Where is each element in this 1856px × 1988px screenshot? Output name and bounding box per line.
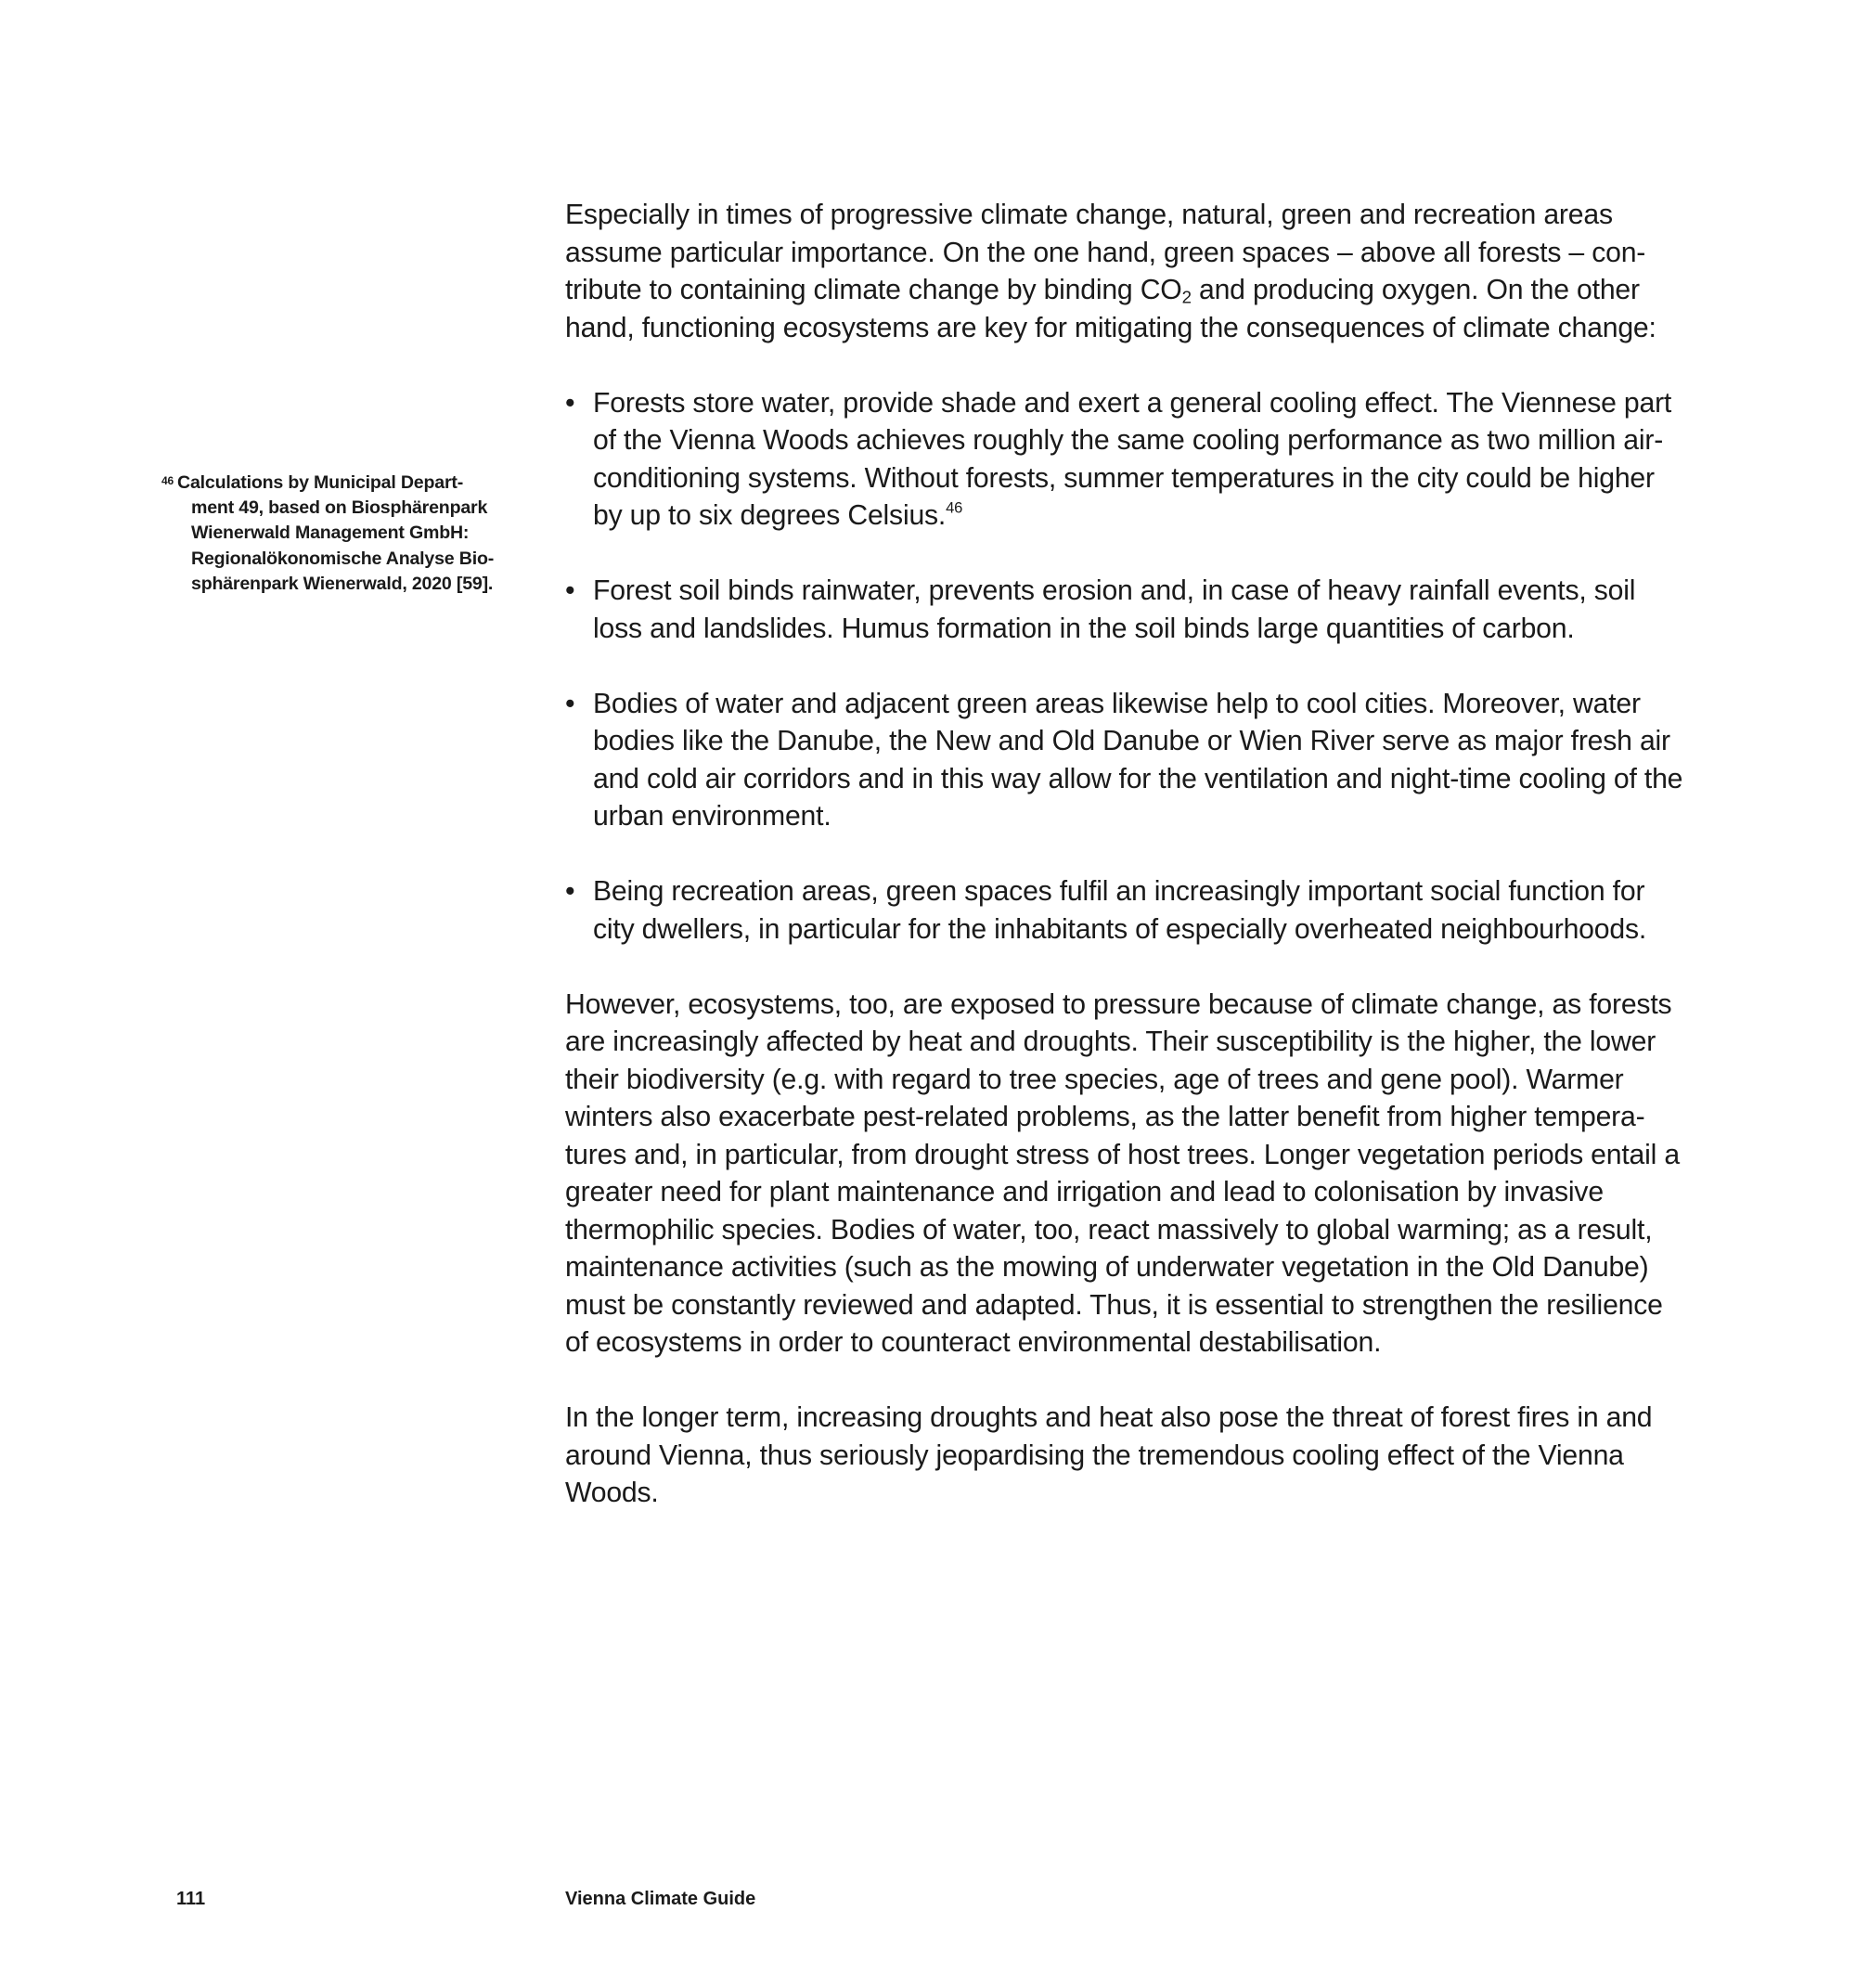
intro-paragraph bbox=[565, 197, 1688, 347]
list-item-text: Being recreation areas, green spaces fulfil an increasingly important social function for city dwellers, in particular for the inhabitants of especially overheated neighbourhoods. bbox=[593, 876, 1647, 945]
bullet-icon: • bbox=[565, 387, 575, 419]
footnote-reference[interactable]: 46 bbox=[946, 498, 963, 517]
footnote-line: Regionalökonomische Analyse Bio- bbox=[191, 548, 495, 569]
body-paragraph: However, ecosystems, too, are exposed to pressure because of climate change, as forests are increasingly affected by heat and droughts. Their susceptibility is the higher, the lower their biodiversity (e.g. with regard to tree species, age of trees and gene pool). Warmer winters also exacerbate pest-related problems, as the latter benefit from higher temperatures and, in particular, from drought stress of host trees. Longer vegetation periods entail a greater need for plant maintenance and irrigation and lead to colonisation by invasive thermophilic species. Bodies of water, too, react massively to global warming; as a result, maintenance activities (such as the mowing of underwater vegetation in the Old Danube) must be constantly reviewed and adapted. Thus, it is essential to strengthen the resilience of ecosystems in order to counteract environmental destabilisation. bbox=[565, 988, 1680, 1358]
footnote-line: Calculations by Municipal Depart- bbox=[177, 472, 464, 493]
list-item-text: Bodies of water and adjacent green areas likewise help to cool cities. Moreover, water bodies like the Danube, the New and Old Danube or Wien River serve as major fresh air and cold air corridors and in this way allow for the ventilation and night-time cooling of the urban environment. bbox=[593, 688, 1683, 832]
list-item bbox=[565, 573, 1688, 648]
bullet-icon: • bbox=[565, 876, 575, 907]
footnote-text bbox=[161, 471, 528, 597]
footnote-46 bbox=[161, 471, 528, 597]
footnote-line: sphärenpark Wienerwald, 2020 [59]. bbox=[191, 573, 494, 594]
footnote-line: Wienerwald Management GmbH: bbox=[191, 523, 470, 544]
body-paragraph: In the longer term, increasing droughts and heat also pose the threat of forest fires in and around Vienna, thus seriously jeopardising the tremendous cooling effect of the Vienna Woods. bbox=[565, 1402, 1653, 1508]
intro-text-part-1: Especially in times of progressive climate change, natural, green and recreation areas assume particular importance. On the one hand, green spaces – above all forests – contribute to containing climate change by binding CO bbox=[565, 200, 1646, 305]
page-number: 111 bbox=[176, 1889, 206, 1909]
list-item bbox=[565, 385, 1688, 536]
intro-text-part-2: and producing oxygen. On the other hand, functioning ecosystems are key for mitigating the consequences of climate change: bbox=[565, 275, 1656, 343]
list-item-text: Forests store water, provide shade and exert a general cooling effect. The Viennese part of the Vienna Woods achieves roughly the same cooling performance as two million air-conditioning systems. Without forests, summer temperatures in the city could be higher by up to six degrees Celsius. bbox=[593, 387, 1672, 531]
publication-title: Vienna Climate Guide bbox=[565, 1889, 756, 1909]
bullet-icon: • bbox=[565, 575, 575, 606]
main-text-column bbox=[565, 197, 1688, 1550]
bullet-icon: • bbox=[565, 688, 575, 719]
footnote-number: 46 bbox=[161, 474, 174, 487]
bullet-list bbox=[565, 385, 1688, 949]
list-item bbox=[565, 873, 1688, 949]
list-item bbox=[565, 686, 1688, 836]
co2-subscript: 2 bbox=[1181, 287, 1192, 307]
list-item-text: Forest soil binds rainwater, prevents erosion and, in case of heavy rainfall events, soil loss and landslides. Humus formation in the soil binds large quantities of carbon. bbox=[593, 575, 1636, 644]
footnote-line: ment 49, based on Biosphärenpark bbox=[191, 497, 488, 519]
